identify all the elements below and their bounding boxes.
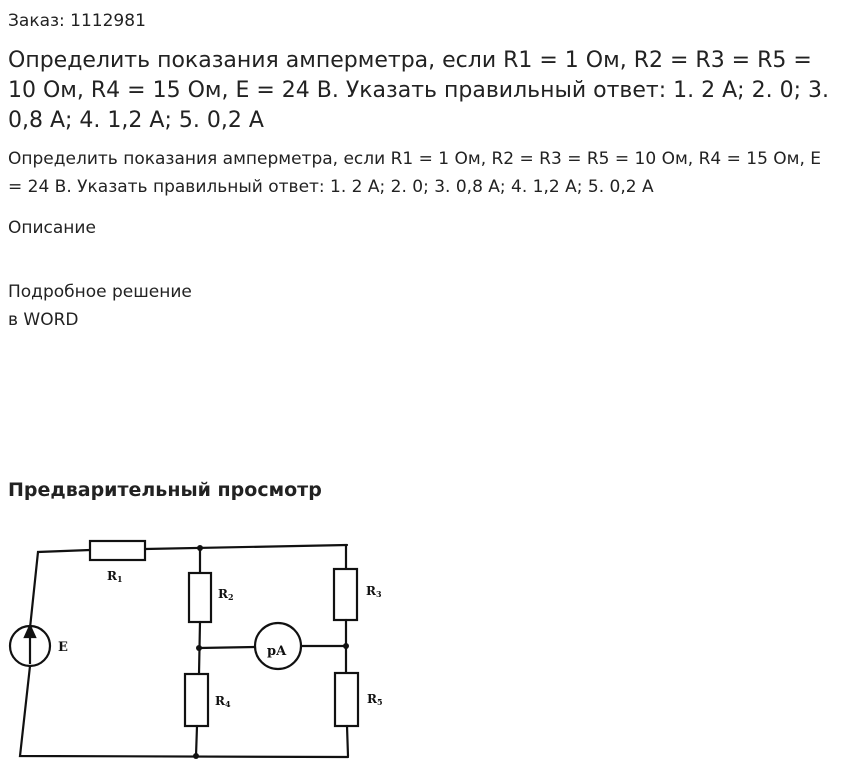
page-title: Определить показания амперметра, если R1 = 1 Ом, R2 = R3 = R5 = 10 Ом, R4 = 15 Ом, E = 24 В. Указать правильный ответ: 1. 2 А; 2. 0; 3. 0,8 А; 4. 1,2 А; 5. 0,2 А: [8, 48, 829, 133]
resistor-r5: [335, 673, 358, 726]
wire-top-left: [30, 550, 90, 628]
order-number: Заказ: 1112981: [8, 11, 146, 31]
junction-dot: [197, 545, 203, 551]
wire-r4-bottom: [196, 726, 197, 756]
preview-heading: Предварительный просмотр: [8, 479, 322, 501]
resistor-r1: [90, 541, 145, 560]
description-text: [8, 278, 192, 334]
resistor-r2: [189, 573, 211, 622]
label-ammeter: pA: [267, 644, 287, 659]
source-arrow-head: [25, 626, 35, 637]
label-r4: R4: [215, 694, 231, 709]
wire-top-mid: [145, 545, 347, 549]
resistor-r3: [334, 569, 357, 620]
task-text: Определить показания амперметра, если R1 = 1 Ом, R2 = R3 = R5 = 10 Ом, R4 = 15 Ом, E = 24 В. Указать правильный ответ: 1. 2 А; 2. 0; 3. 0,8 А; 4. 1,2 А; 5. 0,2 А: [8, 149, 822, 197]
label-r3: R3: [366, 584, 382, 599]
label-r5: R5: [367, 692, 383, 707]
wire-ammeter-left: [199, 647, 255, 648]
junction-dot: [343, 643, 349, 649]
wire-r5-bottom: [347, 726, 348, 756]
label-source: E: [58, 640, 68, 655]
label-r1: R1: [107, 569, 123, 584]
resistor-r4: [185, 674, 208, 726]
description-line: Подробное решение: [8, 282, 192, 302]
circuit-diagram: [0, 528, 400, 768]
description-line: в WORD: [8, 310, 79, 330]
junction-dot: [193, 753, 199, 759]
description-label: Описание: [8, 218, 96, 238]
label-r2: R2: [218, 587, 234, 602]
junction-dot: [196, 645, 202, 651]
